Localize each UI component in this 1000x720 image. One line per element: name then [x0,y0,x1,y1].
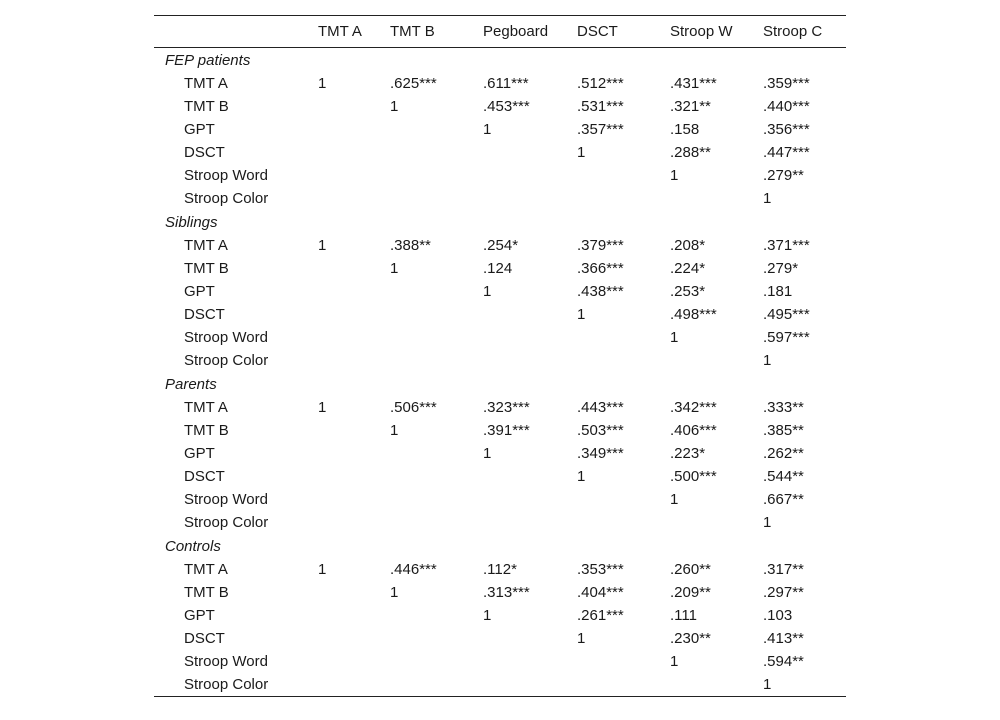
group-label: Controls [165,537,221,555]
row-label: GPT [184,607,215,624]
table-cell: 1 [390,260,399,277]
table-cell [390,650,483,673]
table-row [154,234,846,257]
table-cell [318,442,390,465]
table-cell: .498*** [670,306,717,323]
table-cell: .544** [763,468,804,485]
table-cell [318,326,390,349]
table-cell: 1 [483,445,492,462]
table-cell: 1 [763,514,772,531]
table-cell [390,187,483,210]
table-cell: .253* [670,283,706,300]
row-label: Stroop Word [184,329,268,346]
table-cell: .279* [763,260,799,277]
table-cell: 1 [670,491,679,508]
group-fep-patients [154,48,846,211]
table-cell: .443*** [577,399,624,416]
table-cell: .313*** [483,584,530,601]
table-cell [483,164,577,187]
table-cell [390,511,483,534]
table-cell: .500*** [670,468,717,485]
row-label: TMT B [184,98,229,115]
table-cell: 1 [318,237,327,254]
table-cell [318,118,390,141]
table-cell: .531*** [577,98,624,115]
table-cell [318,465,390,488]
header-tmt-b: TMT B [390,23,435,40]
table-cell: 1 [577,144,586,161]
table-cell [318,419,390,442]
table-cell: 1 [390,584,399,601]
table-cell [318,511,390,534]
table-cell: .440*** [763,98,810,115]
table-cell: 1 [483,607,492,624]
table-cell: .406*** [670,422,717,439]
table-cell: .404*** [577,584,624,601]
table-cell [577,650,670,673]
table-cell [318,488,390,511]
table-cell: 1 [670,329,679,346]
table-cell [390,442,483,465]
table-row [154,349,846,372]
table-cell: 1 [763,190,772,207]
table-cell [318,673,390,697]
table-cell: .611*** [483,75,529,92]
header-dsct: DSCT [577,23,618,40]
table-cell [318,349,390,372]
table-cell: .667** [763,491,804,508]
row-label: Stroop Color [184,514,269,531]
table-cell [318,581,390,604]
table-cell: .388** [390,237,431,254]
group-label: FEP patients [165,51,251,69]
row-label: TMT B [184,260,229,277]
table-row [154,141,846,164]
table-cell: .230** [670,630,711,647]
group-siblings [154,210,846,372]
table-cell [318,187,390,210]
table-cell: .112* [483,561,517,578]
table-cell [390,280,483,303]
table-cell: .447*** [763,144,810,161]
table-cell: .353*** [577,561,624,578]
table-row [154,72,846,95]
header-tmt-a: TMT A [318,23,362,40]
table-cell: .366*** [577,260,624,277]
table-cell: .438*** [577,283,624,300]
table-row [154,257,846,280]
table-cell: .359*** [763,75,810,92]
table-cell: 1 [670,167,679,184]
table-cell [670,673,763,697]
row-label: DSCT [184,306,225,323]
row-label: GPT [184,445,215,462]
group-header-row [154,210,846,234]
table-cell [390,673,483,697]
table-row [154,95,846,118]
table-cell: .254* [483,237,519,254]
table-cell [577,164,670,187]
table-row [154,187,846,210]
table-cell: .297** [763,584,804,601]
table-cell: 1 [318,399,327,416]
row-label: TMT A [184,237,228,254]
table-cell [390,465,483,488]
row-label: DSCT [184,468,225,485]
header-stroop-w: Stroop W [670,23,733,40]
table-cell [318,303,390,326]
table-cell [577,349,670,372]
table-cell: .333** [763,399,804,416]
table-cell: .321** [670,98,711,115]
table-cell [577,511,670,534]
table-cell [318,604,390,627]
table-cell: .111 [670,607,697,624]
table-row [154,396,846,419]
table-row [154,488,846,511]
table-row [154,650,846,673]
table-row [154,419,846,442]
table-cell: .349*** [577,445,624,462]
table-row [154,303,846,326]
header-row [154,16,846,48]
header-pegboard: Pegboard [483,23,549,40]
table-cell [483,488,577,511]
table-cell: .181 [763,283,793,300]
table-row [154,118,846,141]
table-cell [670,349,763,372]
group-header-row [154,534,846,558]
table-cell: .317** [763,561,804,578]
table-cell [318,141,390,164]
row-label: TMT A [184,75,228,92]
group-label: Parents [165,375,217,393]
table-cell: .224* [670,260,706,277]
row-label: DSCT [184,144,225,161]
table-row [154,326,846,349]
row-label: Stroop Color [184,190,269,207]
row-label: TMT B [184,422,229,439]
table-cell [318,257,390,280]
table-cell [390,349,483,372]
table-cell: .413** [763,630,804,647]
table-cell [318,280,390,303]
table-cell [483,650,577,673]
table-cell: 1 [483,121,492,138]
table-cell: .124 [483,260,513,277]
table-cell [390,604,483,627]
table-row [154,280,846,303]
table-cell: .385** [763,422,804,439]
table-cell: .506*** [390,399,437,416]
table-cell: 1 [763,352,772,369]
table-cell: .209** [670,584,711,601]
table-row [154,465,846,488]
table-cell: .391*** [483,422,530,439]
row-label: Stroop Color [184,676,269,693]
table-cell: .625*** [390,75,437,92]
table-cell [390,303,483,326]
table-cell [390,164,483,187]
table-cell: .103 [763,607,793,624]
table-cell: .495*** [763,306,810,323]
table-cell [390,326,483,349]
table-cell: .379*** [577,237,624,254]
table-cell: .288** [670,144,711,161]
table-cell: 1 [390,422,399,439]
table-cell [483,465,577,488]
table-cell [483,673,577,697]
table-row [154,164,846,187]
table-cell: .158 [670,121,700,138]
table-cell: .594** [763,653,804,670]
table-cell [483,349,577,372]
row-label: TMT B [184,584,229,601]
table-cell: .357*** [577,121,624,138]
correlation-table [154,15,846,697]
row-label: Stroop Color [184,352,269,369]
table-row [154,604,846,627]
group-controls [154,534,846,697]
table-cell: .453*** [483,98,530,115]
row-label: Stroop Word [184,653,268,670]
table-cell: .342*** [670,399,717,416]
group-header-row [154,48,846,73]
table-cell: 1 [577,306,586,323]
table-cell [483,303,577,326]
row-label: GPT [184,121,215,138]
table-cell [318,164,390,187]
group-parents [154,372,846,534]
table-cell: .261*** [577,607,624,624]
table-cell: 1 [577,630,586,647]
table-cell [577,673,670,697]
row-label: GPT [184,283,215,300]
table-cell: .371*** [763,237,810,254]
table-cell: .208* [670,237,706,254]
header-stroop-c: Stroop C [763,23,823,40]
header-corner [154,16,318,48]
table-cell: .260** [670,561,711,578]
table-cell [577,187,670,210]
table-cell: 1 [390,98,399,115]
table-cell [483,187,577,210]
row-label: DSCT [184,630,225,647]
group-header-row [154,372,846,396]
table-cell: .279** [763,167,804,184]
table-cell: 1 [670,653,679,670]
table-cell [390,141,483,164]
table-row [154,558,846,581]
table-cell [483,141,577,164]
table-cell [670,187,763,210]
table-row [154,442,846,465]
table-cell [577,488,670,511]
row-label: Stroop Word [184,491,268,508]
table-cell: .597*** [763,329,810,346]
table-cell [670,511,763,534]
table-cell [577,326,670,349]
row-label: TMT A [184,561,228,578]
row-label: Stroop Word [184,167,268,184]
table-cell [483,326,577,349]
table-row [154,673,846,697]
table-cell: 1 [763,676,772,693]
table-cell [390,627,483,650]
table-cell: .223* [670,445,706,462]
table-cell: 1 [577,468,586,485]
table-cell: .446*** [390,561,437,578]
table-cell: .323*** [483,399,530,416]
table-cell: .512*** [577,75,624,92]
group-label: Siblings [165,213,218,231]
table-cell [318,650,390,673]
table-cell [318,95,390,118]
row-label: TMT A [184,399,228,416]
table-cell [390,488,483,511]
table-cell: .262** [763,445,804,462]
table-cell [483,511,577,534]
table-cell [318,627,390,650]
table-cell: 1 [318,75,327,92]
table-cell: .431*** [670,75,717,92]
table-cell [483,627,577,650]
table-cell: 1 [483,283,492,300]
table-row [154,511,846,534]
table-cell: 1 [318,561,327,578]
table-row [154,581,846,604]
table-cell [390,118,483,141]
table-cell: .503*** [577,422,624,439]
table-cell: .356*** [763,121,810,138]
table-row [154,627,846,650]
